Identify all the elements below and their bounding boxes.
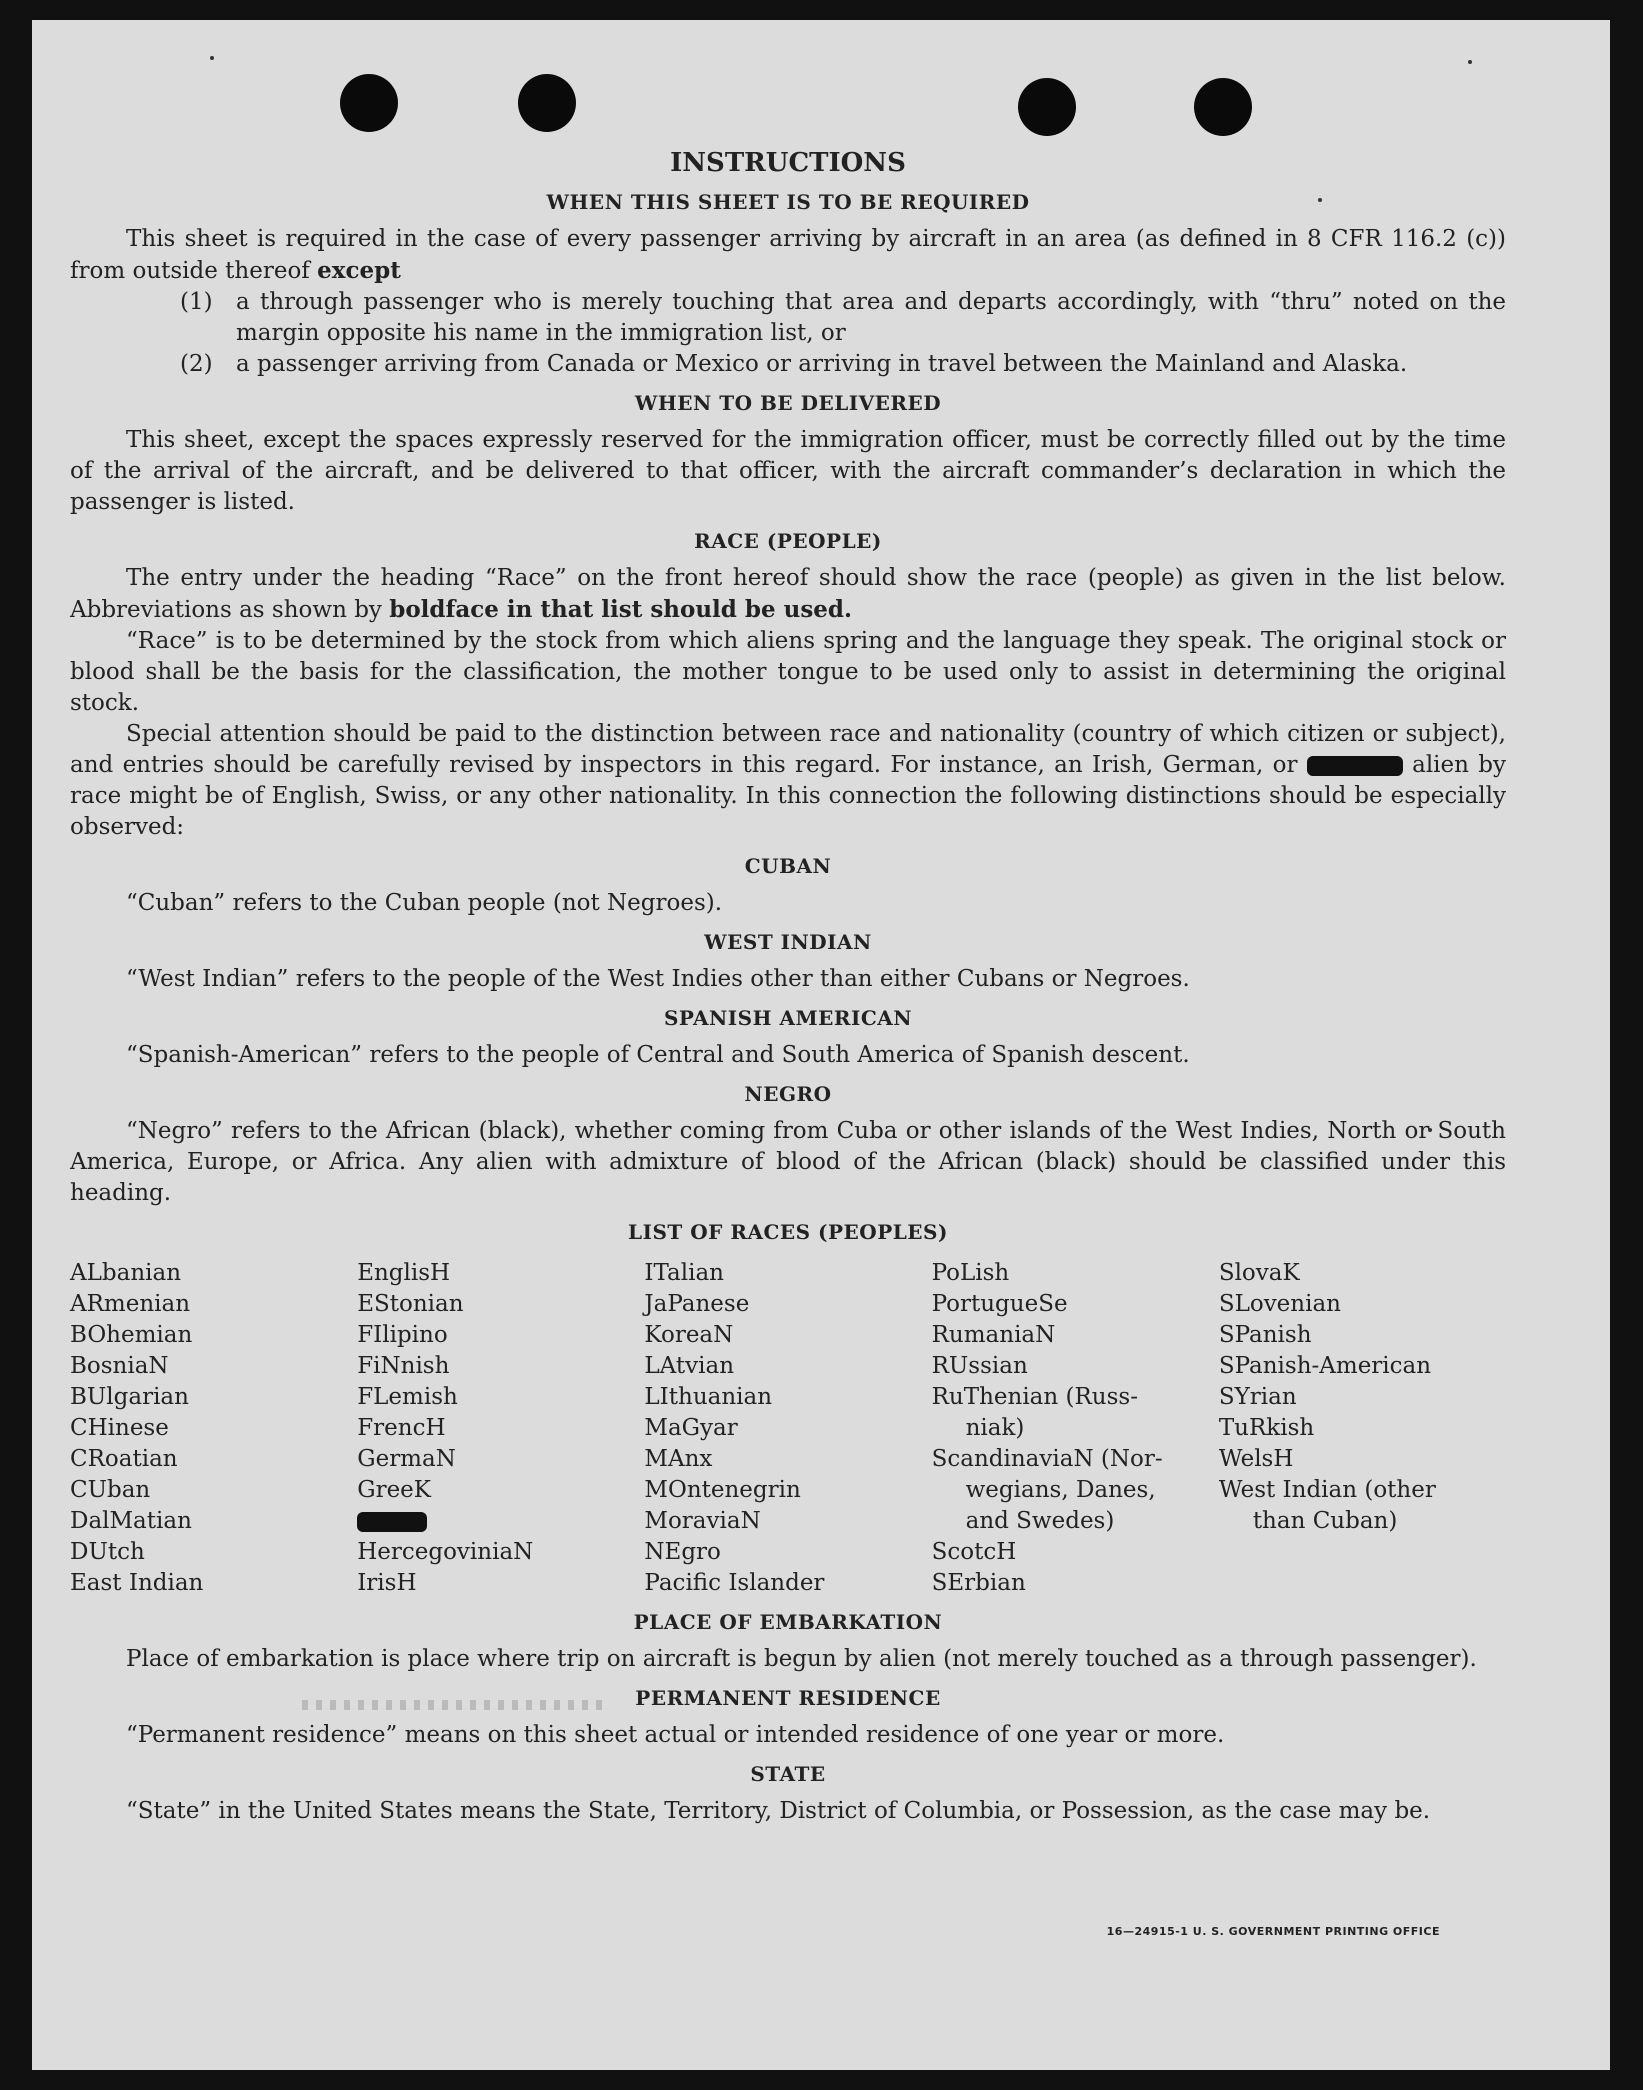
punch-hole: [1018, 78, 1076, 136]
race-entry: CRoatian: [70, 1446, 178, 1472]
heading-cuban: CUBAN: [744, 854, 832, 878]
race-entry: Pacific Islander: [644, 1570, 825, 1596]
punch-hole: [518, 74, 576, 132]
race-entry: TuRkish: [1218, 1415, 1315, 1441]
race-entry: SlovaK: [1218, 1260, 1300, 1286]
race-entry: FiNnish: [357, 1353, 450, 1379]
race-entry: DalMatian: [70, 1508, 192, 1534]
race-entry: ScandinaviaN (Nor-: [931, 1446, 1163, 1472]
race-entry: FrencH: [357, 1415, 446, 1441]
heading-list-of-races: LIST OF RACES (PEOPLES): [628, 1220, 948, 1244]
races-list: [70, 1258, 1506, 1599]
heading-race: RACE (PEOPLE): [694, 529, 882, 553]
race-entry: SErbian: [931, 1570, 1026, 1596]
race-entry-continued: and Swedes): [965, 1508, 1115, 1534]
race-entry: RuThenian (Russ-: [931, 1384, 1138, 1410]
item-text: a through passenger who is merely touching that area and departs accordingly, with “thru” noted on the margin opposite his name in the immigration list, or: [236, 289, 1506, 346]
boldface-text: boldface in that list should be used.: [389, 596, 852, 623]
race-entry: ALbanian: [70, 1260, 182, 1286]
race-p1-text: The entry under the heading “Race” on the front hereof should show the race (people) as given in the list below. Abbreviations as shown by: [70, 565, 1506, 623]
instructions-content: [70, 148, 1506, 1827]
race-entry: IrisH: [357, 1570, 417, 1596]
race-entry: BUlgarian: [70, 1384, 189, 1410]
race-entry: LIthuanian: [644, 1384, 773, 1410]
heading-spanish-american: SPANISH AMERICAN: [663, 1006, 913, 1030]
heading-embarkation: PLACE OF EMBARKATION: [633, 1610, 943, 1634]
race-entry: PoLish: [931, 1260, 1010, 1286]
race-entry: LAtvian: [644, 1353, 735, 1379]
heading-state: STATE: [750, 1762, 826, 1786]
residence-text: “Permanent residence” means on this sheet actual or intended residence of one year or more.: [126, 1722, 1225, 1748]
heading-residence: PERMANENT RESIDENCE: [635, 1686, 941, 1710]
item-number: (2): [180, 351, 213, 377]
race-entry: EStonian: [357, 1291, 464, 1317]
heading-west-indian: WEST INDIAN: [704, 930, 872, 954]
delivered-text: This sheet, except the spaces expressly reserved for the immigration officer, must be correctly filled out by the time of the arrival of the aircraft, and be delivered to that officer, with the aircraft commander’s declaration in which the passenger is listed.: [70, 427, 1506, 515]
except-text: except: [317, 257, 401, 284]
race-entry: PortugueSe: [931, 1291, 1068, 1317]
document-sheet: [32, 20, 1610, 2070]
race-entry: NEgro: [644, 1539, 721, 1565]
west-indian-text: “West Indian” refers to the people of the West Indies other than either Cubans or Negroes.: [126, 966, 1190, 992]
race-paragraph-2: “Race” is to be determined by the stock from which aliens spring and the language they speak. The original stock or blood shall be the basis for the classification, the mother tongue to be used only to assist in determining the original stock.: [70, 628, 1506, 716]
race-entry: FIlipino: [357, 1322, 448, 1348]
races-column: [644, 1258, 931, 1599]
races-column: [70, 1258, 357, 1599]
race-entry: West Indian (other: [1218, 1477, 1436, 1503]
race-entry: SPanish-American: [1218, 1353, 1432, 1379]
punch-hole: [1194, 78, 1252, 136]
race-p3-text-b: alien by race might be of English, Swiss, or any other nationality. In this connection the following distinctions should be especially observed:: [70, 752, 1506, 840]
item-number: (1): [180, 289, 213, 315]
race-entry: MoraviaN: [644, 1508, 761, 1534]
race-entry: WelsH: [1218, 1446, 1294, 1472]
race-entry: GermaN: [357, 1446, 456, 1472]
race-entry: RumaniaN: [931, 1322, 1056, 1348]
item-text: a passenger arriving from Canada or Mexico or arriving in travel between the Mainland and Alaska.: [236, 351, 1408, 377]
race-entry: ScotcH: [931, 1539, 1017, 1565]
race-entry-continued: than Cuban): [1252, 1508, 1398, 1534]
required-intro-text: This sheet is required in the case of every passenger arriving by aircraft in an area (as defined in 8 CFR 116.2 (c)) from outside thereof: [70, 226, 1506, 284]
race-entry: ITalian: [644, 1260, 724, 1286]
race-entry: MaGyar: [644, 1415, 738, 1441]
race-entry: ARmenian: [70, 1291, 191, 1317]
redaction-mark: [1307, 756, 1403, 776]
cuban-text: “Cuban” refers to the Cuban people (not Negroes).: [126, 890, 723, 916]
races-column: [357, 1258, 644, 1599]
heading-negro: NEGRO: [744, 1082, 832, 1106]
race-entry-redacted: [357, 1506, 644, 1537]
races-column: [1219, 1258, 1506, 1599]
embarkation-text: Place of embarkation is place where trip on aircraft is begun by alien (not merely touched as a through passenger).: [126, 1646, 1477, 1672]
race-entry-continued: niak): [965, 1415, 1025, 1441]
page-title: INSTRUCTIONS: [670, 148, 906, 178]
race-entry: East Indian: [70, 1570, 204, 1596]
race-entry: CUban: [70, 1477, 151, 1503]
race-entry: SLovenian: [1218, 1291, 1341, 1317]
race-entry: BosniaN: [70, 1353, 169, 1379]
redaction-mark: [357, 1512, 427, 1532]
race-entry: MAnx: [644, 1446, 713, 1472]
race-entry: JaPanese: [644, 1291, 750, 1317]
race-entry: SPanish: [1218, 1322, 1312, 1348]
race-entry: RUssian: [931, 1353, 1028, 1379]
race-paragraph-3: [70, 719, 1506, 843]
race-entry: DUtch: [70, 1539, 145, 1565]
spanish-american-text: “Spanish-American” refers to the people of Central and South America of Spanish descent.: [126, 1042, 1190, 1068]
negro-text: “Negro” refers to the African (black), whether coming from Cuba or other islands of the West Indies, North or South America, Europe, or Africa. Any alien with admixture of blood of the African (black) should be classified under this heading.: [70, 1118, 1506, 1206]
race-paragraph-1: [70, 563, 1506, 626]
speck: [210, 56, 214, 60]
race-entry: SYrian: [1218, 1384, 1297, 1410]
race-entry: BOhemian: [70, 1322, 193, 1348]
race-entry: MOntenegrin: [644, 1477, 801, 1503]
required-intro: [70, 224, 1506, 287]
race-entry: EnglisH: [357, 1260, 451, 1286]
race-entry-continued: wegians, Danes,: [965, 1477, 1156, 1503]
race-p3-text-a: Special attention should be paid to the distinction between race and nationality (country of which citizen or subject), and entries should be carefully revised by inspectors in this regard. For instance, an Irish, German, or: [70, 721, 1506, 778]
races-column: [932, 1258, 1219, 1599]
list-item: [70, 349, 1506, 380]
race-entry: GreeK: [357, 1477, 431, 1503]
printing-office-line: 16—24915-1 U. S. GOVERNMENT PRINTING OFFICE: [1106, 1925, 1440, 1938]
race-entry: KoreaN: [644, 1322, 734, 1348]
punch-hole: [340, 74, 398, 132]
race-entry: HercegoviniaN: [357, 1539, 534, 1565]
heading-required: WHEN THIS SHEET IS TO BE REQUIRED: [546, 190, 1030, 214]
race-entry: FLemish: [357, 1384, 458, 1410]
race-entry: CHinese: [70, 1415, 169, 1441]
heading-delivered: WHEN TO BE DELIVERED: [634, 391, 942, 415]
state-text: “State” in the United States means the State, Territory, District of Columbia, or Possession, as the case may be.: [126, 1798, 1431, 1824]
speck: [1468, 60, 1472, 64]
list-item: [70, 287, 1506, 349]
